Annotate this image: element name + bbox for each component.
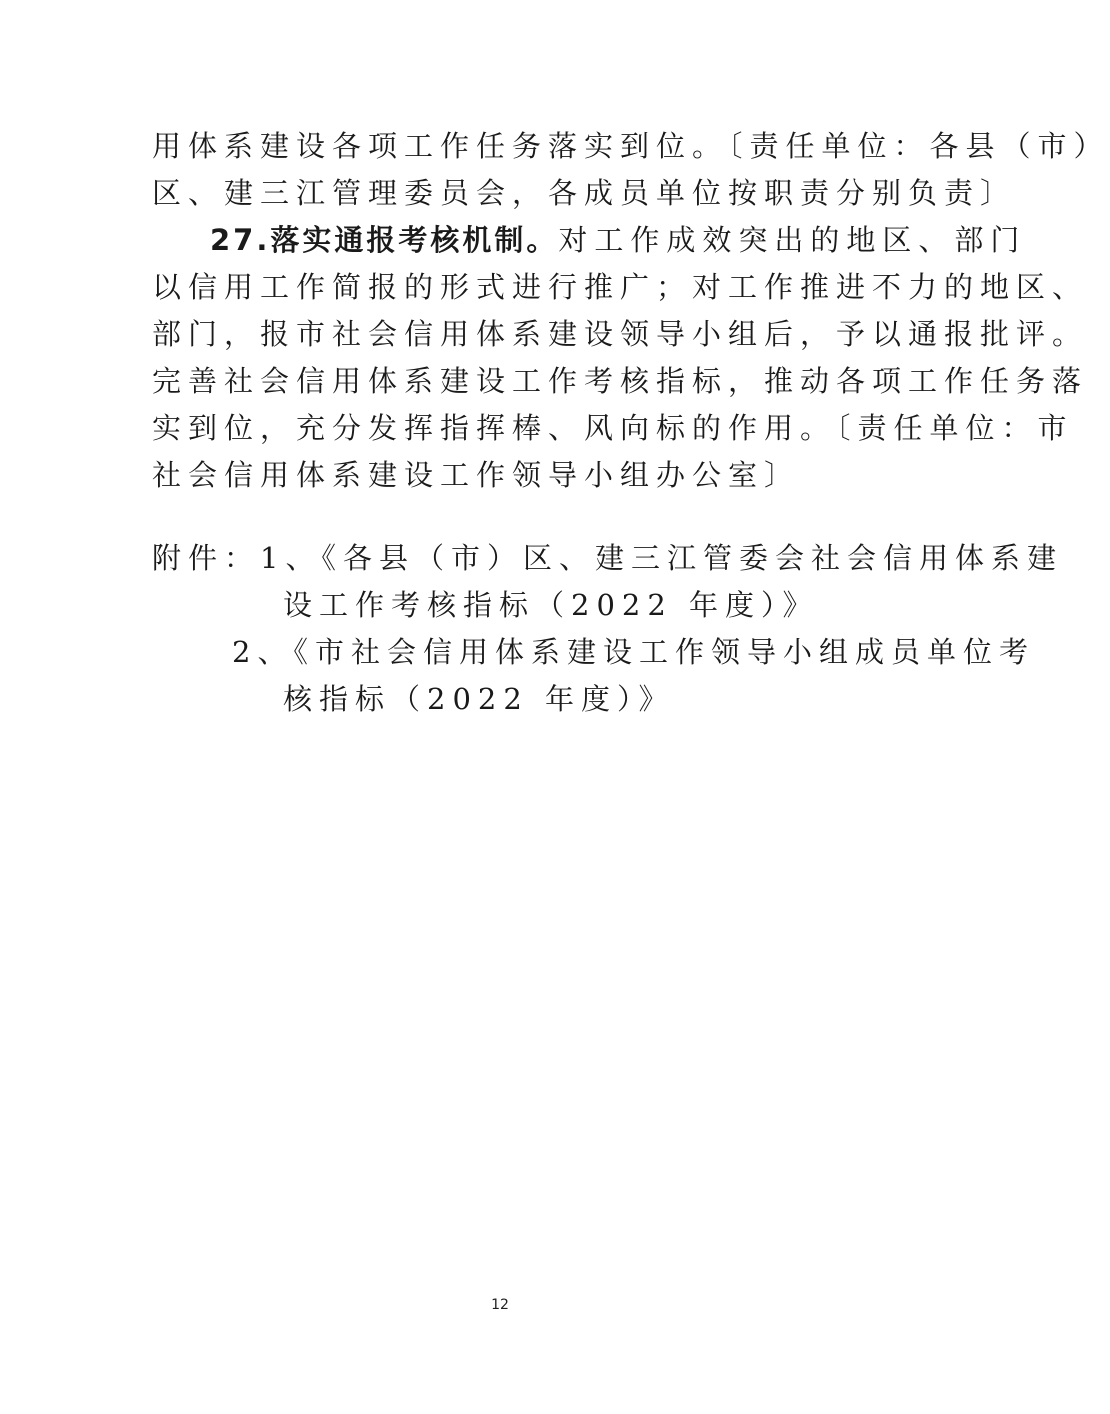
page-number: 12 — [491, 1297, 509, 1313]
attachment-title-continuation: 设工作考核指标（2022 年度）》 — [283, 588, 819, 622]
attachment-2-first-line — [232, 634, 1035, 670]
attachment-number: 1、 — [260, 541, 322, 575]
item-27-first-line — [210, 222, 1027, 258]
body-text-line: 社会信用体系建设工作领导小组办公室〕 — [152, 458, 801, 492]
body-text-line: 部门，报市社会信用体系建设领导小组后，予以通报批评。 — [152, 317, 1089, 351]
attachment-label: 附件： — [152, 541, 261, 575]
body-text-line: 区、建三江管理委员会，各成员单位按职责分别负责〕 — [152, 176, 1017, 210]
body-text-line: 实到位，充分发挥指挥棒、风向标的作用。〔责任单位：市 — [152, 411, 1074, 445]
attachment-title: 《各县（市）区、建三江管委会社会信用体系建 — [321, 541, 1063, 575]
attachment-title-continuation: 核指标（2022 年度）》 — [283, 682, 675, 716]
body-text-line: 以信用工作简报的形式进行推广；对工作推进不力的地区、 — [152, 270, 1089, 304]
item-27-text: 对工作成效突出的地区、部门 — [558, 223, 1027, 257]
attachment-number: 2、 — [232, 635, 294, 669]
item-27-heading: 27.落实通报考核机制。 — [210, 223, 559, 257]
attachment-1-first-line — [152, 540, 1063, 576]
body-text-line: 完善社会信用体系建设工作考核指标，推动各项工作任务落 — [152, 364, 1089, 398]
body-text-line: 用体系建设各项工作任务落实到位。〔责任单位：各县（市） — [152, 129, 1110, 163]
attachment-title: 《市社会信用体系建设工作领导小组成员单位考 — [293, 635, 1035, 669]
